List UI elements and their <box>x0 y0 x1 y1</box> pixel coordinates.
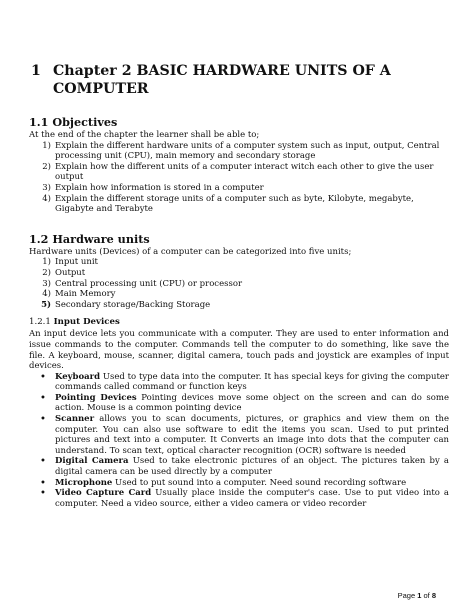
chapter-heading <box>29 62 449 98</box>
page-label: Page <box>397 591 418 600</box>
device-description: Pointing devices move some object on the screen and can do some action. Mouse is a common pointing device <box>55 392 450 414</box>
list-item <box>29 268 449 279</box>
list-item-number: 5) <box>41 299 51 310</box>
list-item <box>29 300 449 311</box>
chapter-title <box>53 62 391 98</box>
device-description: Used to take electronic pictures of an object. The pictures taken by a digital camera can be used directly by a computer <box>55 456 449 478</box>
page-footer <box>398 591 436 600</box>
device-term: Video Capture Card <box>55 488 152 499</box>
current-page: 1 <box>417 591 422 600</box>
list-item-number: 1) <box>42 140 51 151</box>
list-item <box>29 162 449 183</box>
hardware-units-list <box>29 257 449 310</box>
list-item-text: Explain how the different units of a computer interact witch each other to give the user output <box>55 161 434 183</box>
bullet-icon: • <box>40 456 46 467</box>
bullet-icon: • <box>40 414 46 425</box>
input-devices-intro: An input device lets you communicate with a computer. They are used to enter information and issue commands to the computer. Commands tell the computer to do something, like save the file. A keyboard, mouse, scanner, digital camera, touch pads and joystick are examples of input devices. <box>29 329 449 372</box>
list-item-text: Explain the different hardware units of a computer system such as input, output, Central processing unit (CPU), main memory and secondary storage <box>55 140 440 162</box>
device-description: Usually place inside the computer's case. Use to put video into a computer. Need a video source, either a video camera or video recorder <box>55 488 449 509</box>
bullet-icon: • <box>40 371 46 382</box>
list-item <box>29 372 449 393</box>
device-description: Used to type data into the computer. It has special keys for giving the computer commands called command or function keys <box>55 371 449 393</box>
input-devices-list <box>29 372 449 510</box>
bullet-icon: • <box>40 477 46 488</box>
device-description: Used to put sound into a computer. Need sound recording software <box>112 477 407 488</box>
subsection-number: 1.2.1 <box>29 317 51 328</box>
of-label: of <box>421 591 432 600</box>
chapter-number: 1 <box>31 63 41 79</box>
list-item <box>29 279 449 290</box>
device-description: allows you to scan documents, pictures, or graphics and view them on the computer. You can also use software to edit the items you scan. Used to put printed pictures and text into a computer. It Converts an image into dots that the computer can understand. To scan text, optical character recognition (OCR) software is needed <box>55 414 449 456</box>
device-term: Scanner <box>55 414 95 425</box>
hardware-units-heading: 1.2 Hardware units <box>29 231 150 246</box>
list-item-text: Output <box>55 267 86 278</box>
list-item <box>29 141 449 162</box>
list-item-number: 4) <box>42 193 51 204</box>
list-item-number: 4) <box>42 289 51 300</box>
hardware-units-intro: Hardware units (Devices) of a computer can be categorized into five units; <box>29 246 352 257</box>
list-item-text: Central processing unit (CPU) or processor <box>55 278 243 289</box>
total-pages: 8 <box>431 591 436 600</box>
device-term: Microphone <box>55 477 113 488</box>
list-item-text: Input unit <box>55 257 98 268</box>
page-content <box>29 62 449 509</box>
bullet-icon: • <box>40 488 46 499</box>
objectives-intro: At the end of the chapter the learner shall be able to; <box>29 130 260 140</box>
list-item <box>29 257 449 268</box>
device-term: Pointing Devices <box>55 392 137 403</box>
subsection-title: Input Devices <box>53 317 120 328</box>
list-item-text: Explain how information is stored in a computer <box>55 182 264 193</box>
chapter-title-line-1: Chapter 2 BASIC HARDWARE UNITS OF A <box>53 63 391 79</box>
list-item <box>29 183 449 194</box>
list-item <box>29 488 449 509</box>
list-item <box>29 194 449 215</box>
list-item <box>29 414 449 456</box>
bullet-icon: • <box>40 392 46 403</box>
list-item-number: 2) <box>42 161 51 172</box>
list-item-number: 1) <box>42 257 51 268</box>
list-item-number: 3) <box>42 182 51 193</box>
objectives-list <box>29 141 449 215</box>
list-item-text: Secondary storage/Backing Storage <box>55 299 211 310</box>
list-item-text: Explain the different storage units of a computer such as byte, Kilobyte, megabyte, Gigabyte and Terabyte <box>55 193 414 215</box>
list-item <box>29 393 449 414</box>
list-item-number: 2) <box>42 267 51 278</box>
list-item <box>29 289 449 300</box>
chapter-title-line-2: COMPUTER <box>53 81 149 97</box>
objectives-heading: 1.1 Objectives <box>29 115 118 129</box>
list-item <box>29 456 449 477</box>
list-item-number: 3) <box>42 278 51 289</box>
list-item-text: Main Memory <box>55 289 116 300</box>
list-item <box>29 478 449 489</box>
device-term: Digital Camera <box>55 456 129 467</box>
input-devices-heading <box>29 317 449 328</box>
device-term: Keyboard <box>55 371 101 382</box>
